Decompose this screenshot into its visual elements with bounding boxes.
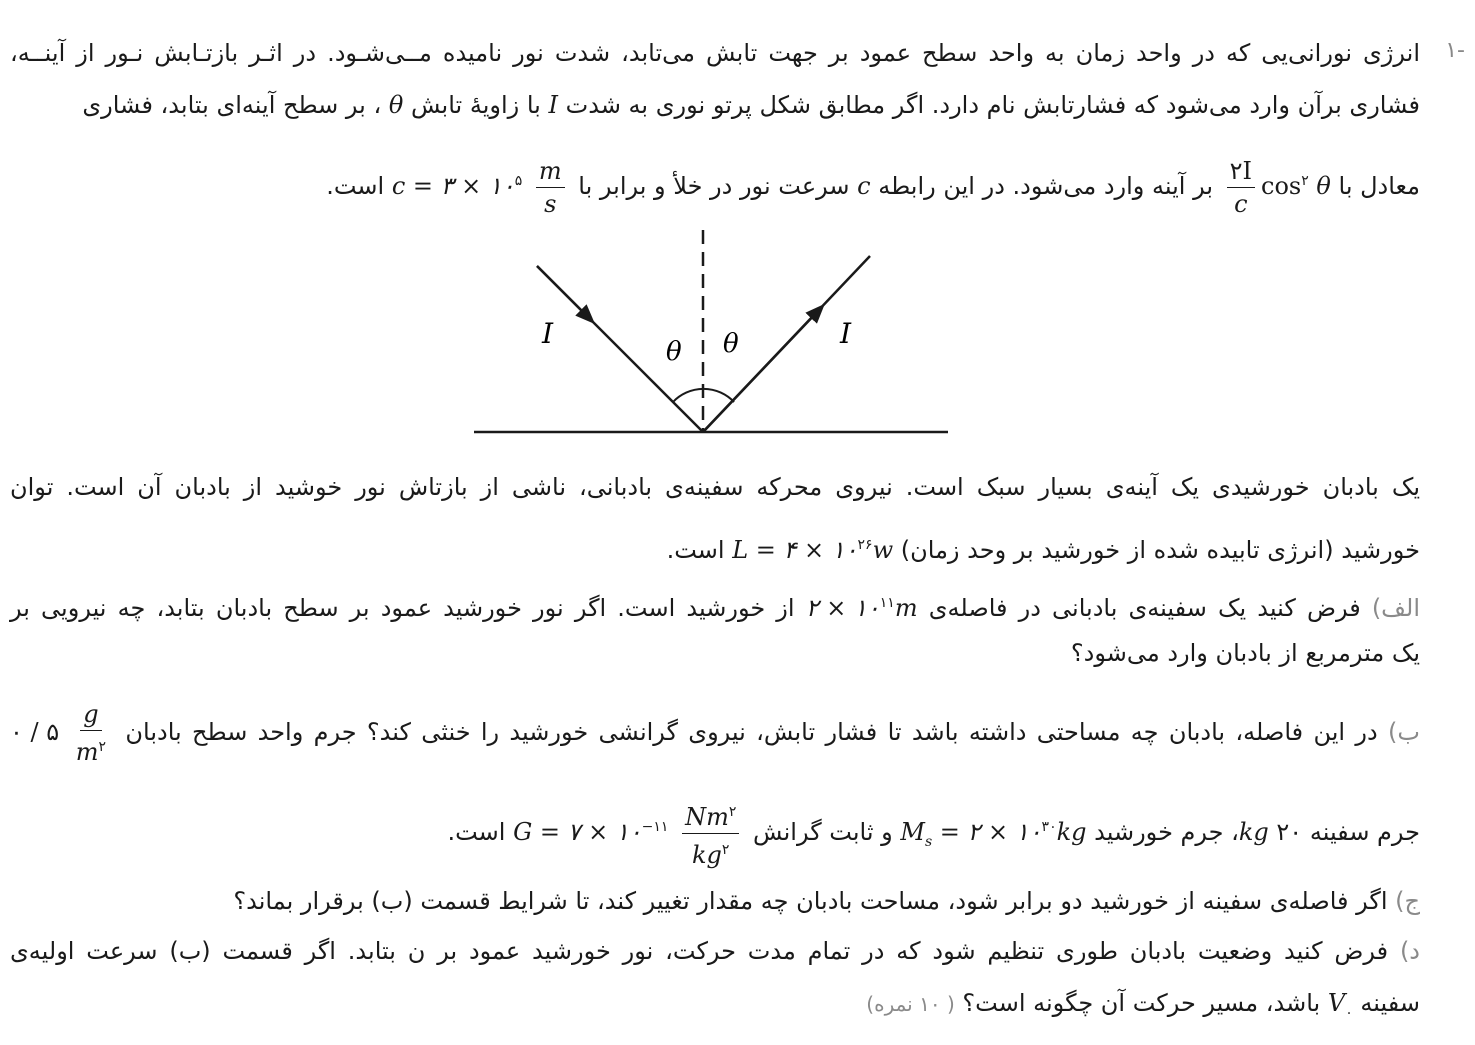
reflected-label: I	[840, 317, 852, 350]
areal-mass-formula: ۰ / ۵ $\frac{g}{m^۲}$	[10, 700, 107, 766]
part-a-line-2: یک مترمربع از بادبان وارد می‌شود؟	[1070, 639, 1420, 667]
distance-formula: ۲ × $۱۰^{۱۱}m$	[805, 594, 918, 622]
part-c-line: ج) اگر فاصله‌ی سفینه از خورشید دو برابر شود، مساحت بادبان چه مقدار تغییر کند، تا شرایط قسمت (ب) برقرار بماند؟	[233, 887, 1420, 915]
part-b-label: ب)	[1388, 718, 1420, 746]
angle-right-label: θ	[723, 329, 739, 359]
gravitational-constant-formula: G = ۷ × $۱۰^{-۱۱}$ $\frac{Nm^۲}{kg^۲}$	[513, 790, 745, 871]
luminosity-formula: L = ۴ × $۱۰^{۲۶}w$	[732, 536, 894, 564]
intensity-symbol: I	[548, 91, 558, 119]
intro-line-2: فشاری برآن وارد می‌شود که فشارتابش نام دارد. اگر مطابق شکل پرتو نوری به شدت I با زاویهٔ تابش θ ، بر سطح آینه‌ای بتابد، فشاری	[10, 88, 1420, 122]
speed-of-light-formula: c = ۳ × $۱۰^۵$ $\frac{m}{s}$	[392, 146, 571, 221]
part-b-line-1: ب) در این فاصله، بادبان چه مساحتی داشته باشد تا فشار تابش، نیروی گرانشی خورشید را خنثی کند؟ جرم واحد سطح بادبان ۰ / ۵ $\frac{g}{m^۲}$	[10, 697, 1420, 768]
incident-label: I	[542, 317, 554, 350]
score-label: ( ۱۰ نمره)	[866, 992, 955, 1016]
part-b-line-2: جرم سفینه ۲۰ kg، جرم خورشید $M_s$ = ۲ × $۱۰^{۳۰}kg$ و ثابت گرانش G = ۷ × $۱۰^{-۱۱}$ $\frac{Nm^۲}{kg^۲}$ است.	[10, 790, 1420, 879]
part-a-line-1: الف) فرض کنید یک سفینه‌ی بادبانی در فاصله‌ی ۲ × $۱۰^{۱۱}m$ از خورشید است. اگر نور خورشید عمود بر سطح بادبان بتابد، چه نیرویی بر	[10, 586, 1420, 625]
part-c-label: ج)	[1395, 887, 1420, 915]
initial-velocity-symbol: $V_۰$	[1327, 989, 1353, 1021]
intro-line-1: انرژی نورانی‌یی که در واحد زمان به واحد سطح عمود بر جهت تابش می‌تابد، شدت نور نامیده مــی‌شـود. در اثـر بازتـابش نـور از آینــه،	[10, 39, 1420, 67]
pressure-formula: $\frac{۲I}{c}$ $\cos^۲ \theta$	[1221, 146, 1331, 221]
sun-mass-formula: $M_s$ = ۲ × $۱۰^{۳۰}kg$	[900, 818, 1087, 850]
part-d-label: د)	[1399, 937, 1420, 965]
theta-symbol: θ	[388, 91, 404, 119]
reflection-diagram	[470, 225, 955, 440]
body-line-1: یک بادبان خورشیدی یک آینه‌ی بسیار سبک است. نیروی محرکه سفینه‌ی بادبانی، ناشی از بازتاش نور خوشید از بادبان آن است. توان	[10, 473, 1420, 501]
part-d-line-2: سفینه $V_۰$ باشد، مسیر حرکت آن چگونه است؟ ( ۱۰ نمره)	[10, 986, 1420, 1030]
angle-left-label: θ	[666, 337, 682, 367]
intro-line-3: معادل با $\frac{۲I}{c}$ $\cos^۲ \theta$ بر آینه وارد می‌شود. در این رابطه c سرعت نور در خلأ و برابر با c = ۳ × $۱۰^۵$ $\frac{m}{s}$ است.	[10, 146, 1420, 221]
question-number: -۱	[1445, 38, 1465, 63]
part-a-label: الف)	[1371, 594, 1420, 622]
body-line-2: خورشید (انرژی تابیده شده از خورشید بر وحد زمان) L = ۴ × $۱۰^{۲۶}w$ است.	[10, 528, 1420, 567]
part-d-line-1: د) فرض کنید وضعیت بادبان طوری تنظیم شود که در تمام مدت حرکت، نور خورشید عمود بر ن بتابد. اگر قسمت (ب) سرعت اولیه‌ی	[10, 937, 1420, 965]
